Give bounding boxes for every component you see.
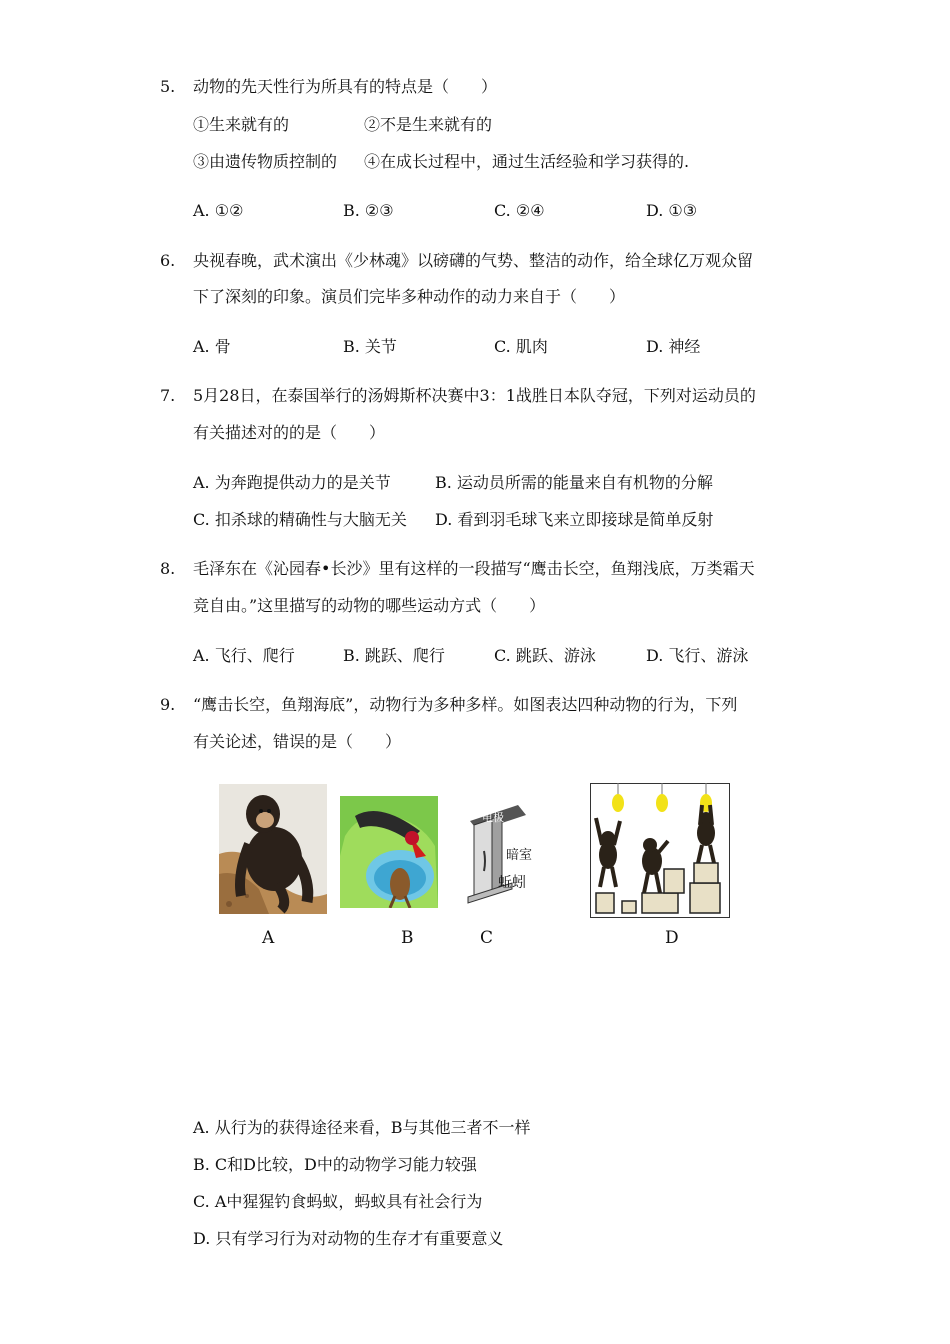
figure-label-c: C [480,928,494,948]
question-7-option-b[interactable]: B. 运动员所需的能量来自有机物的分解 [435,473,713,492]
question-7-option-c[interactable]: C. 扣杀球的精确性与大脑无关 [193,510,407,529]
figure-c-darkroom-label: 暗室 [506,848,533,863]
question-6-number: 6. [160,251,176,270]
question-5-statement-3: ③由遗传物质控制的 [193,152,338,171]
question-8-option-d[interactable]: D. 飞行、游泳 [646,646,749,665]
question-6-stem-line-2: 下了深刻的印象。演员们完毕多种动作的动力来自于（ ） [193,287,626,306]
question-7-option-a[interactable]: A. 为奔跑提供动力的是关节 [193,473,391,492]
question-8-option-a[interactable]: A. 飞行、爬行 [193,646,295,665]
question-6-option-d[interactable]: D. 神经 [646,337,701,356]
figure-c-earthworm-label: 蚯蚓 [498,875,526,891]
question-6-option-b[interactable]: B. 关节 [343,337,397,356]
figure-label-d: D [665,928,679,948]
question-5-stem: 动物的先天性行为所具有的特点是（ ） [193,77,498,96]
figure-c-earthworm-t-maze [462,801,538,907]
figure-d-chimpanzees-stacking-boxes [590,783,730,918]
figure-label-a: A [262,928,275,948]
question-5-statement-4: ④在成长过程中，通过生活经验和学习获得的. [364,152,690,171]
question-9-stem-line-2: 有关论述，错误的是（ ） [193,732,402,751]
question-5-statement-2: ②不是生来就有的 [364,115,493,134]
question-7-stem-line-2: 有关描述对的的是（ ） [193,423,386,442]
question-6-option-a[interactable]: A. 骨 [193,337,231,356]
question-9-number: 9. [160,695,176,714]
question-9-option-c[interactable]: C. A中猩猩钓食蚂蚁，蚂蚁具有社会行为 [193,1192,483,1211]
figure-b-bird-feeding-fish [340,796,438,908]
question-8-stem-line-2: 竞自由。”这里描写的动物的哪些运动方式（ ） [193,596,546,615]
question-8-number: 8. [160,559,176,578]
question-9-option-d[interactable]: D. 只有学习行为对动物的生存才有重要意义 [193,1229,504,1248]
question-8-stem-line-1: 毛泽东在《沁园春•长沙》里有这样的一段描写“鹰击长空，鱼翔浅底，万类霜天 [193,559,755,578]
figure-c-electrode-label: 电极 [482,811,504,824]
figure-label-b: B [401,928,414,948]
figure-a-chimpanzee [219,784,327,914]
question-6-stem-line-1: 央视春晚，武术演出《少林魂》以磅礴的气势、整洁的动作，给全球亿万观众留 [193,251,754,270]
question-5-option-d[interactable]: D. ①③ [646,201,698,220]
question-7-number: 7. [160,386,176,405]
question-5-option-a[interactable]: A. ①② [193,201,244,220]
question-5-number: 5. [160,77,176,96]
question-6-option-c[interactable]: C. 肌肉 [494,337,548,356]
question-7-option-d[interactable]: D. 看到羽毛球飞来立即接球是简单反射 [435,510,714,529]
question-8-option-c[interactable]: C. 跳跃、游泳 [494,646,596,665]
question-5-statement-1: ①生来就有的 [193,115,290,134]
question-8-option-b[interactable]: B. 跳跃、爬行 [343,646,445,665]
question-7-stem-line-1: 5月28日，在泰国举行的汤姆斯杯决赛中3：1战胜日本队夺冠，下列对运动员的 [193,386,756,405]
question-9-stem-line-1: “鹰击长空，鱼翔海底”，动物行为多种多样。如图表达四种动物的行为，下列 [193,695,738,714]
question-9-option-b[interactable]: B. C和D比较，D中的动物学习能力较强 [193,1155,477,1174]
question-9-option-a[interactable]: A. 从行为的获得途径来看，B与其他三者不一样 [193,1118,531,1137]
figure-c-food-label: 食物 [471,800,493,813]
question-5-option-c[interactable]: C. ②④ [494,201,545,220]
question-5-option-b[interactable]: B. ②③ [343,201,394,220]
